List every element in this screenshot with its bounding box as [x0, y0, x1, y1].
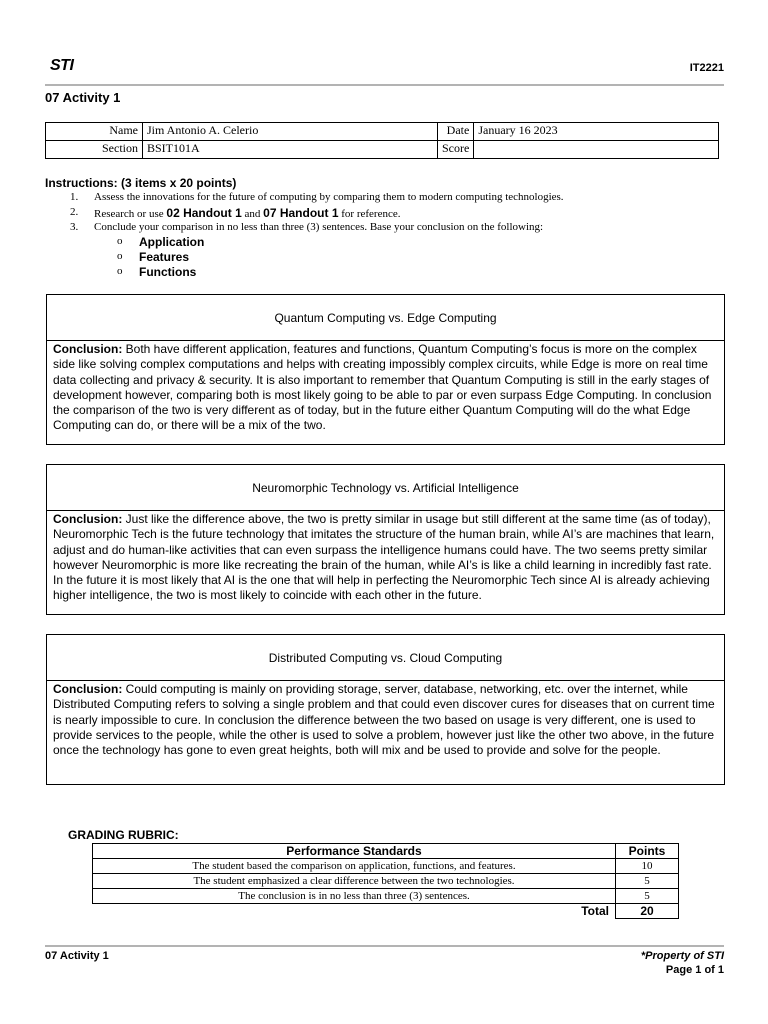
instruction-step [70, 221, 564, 236]
step-number: 2. [70, 206, 79, 218]
list-item: o Features [117, 250, 190, 264]
sti-logo [50, 58, 90, 74]
step-number: 3. [70, 221, 79, 233]
footer-page-number: Page 1 of 1 [665, 964, 724, 976]
comparison-box-neuromorphic-ai [46, 464, 725, 615]
total-value: 20 [616, 904, 679, 919]
comparison-box-distributed-cloud [46, 634, 725, 785]
step-text: Research or use 02 Handout 1 and 07 Handout 1 for reference. [94, 206, 401, 220]
col-standards: Performance Standards [93, 844, 616, 859]
table-total-row [93, 904, 679, 919]
points-cell: 5 [616, 889, 679, 904]
standard-cell: The conclusion is in no less than three (3) sentences. [93, 889, 616, 904]
student-info-table [45, 122, 719, 159]
handout-ref: 07 Handout 1 [263, 206, 339, 220]
rubric-heading: GRADING RUBRIC: [68, 828, 179, 842]
footer-title: 07 Activity 1 [45, 950, 109, 962]
list-item: o Functions [117, 265, 197, 279]
conclusion-text: Conclusion: Just like the difference above, the two is pretty similar in usage but still different at the same time (as of today), Neuromorphic Tech is the future technology that imitates the structure of the human brain, while AI’s are machines that learn, adjust and do human-like activities that can even surpass the intelligence humans could have. The two seems pretty similar however Neuromorphic is more like recreating the brain of the human, while AI’s is like a child learning in incredibly fast rate. In the future it is most likely that AI is the one that will help in perfecting the Neuromorphic Tech since AI is already achieving higher intelligence, the two is most likely to coincide with each other in the future. [53, 512, 715, 603]
instruction-step [70, 191, 564, 206]
grading-rubric-table [92, 843, 679, 919]
name-label: Name [46, 123, 143, 141]
table-row [93, 874, 679, 889]
comparison-box-quantum-edge [46, 294, 725, 445]
comparison-heading: Quantum Computing vs. Edge Computing [47, 295, 724, 341]
col-points: Points [616, 844, 679, 859]
footer-property: *Property of STI [640, 950, 724, 962]
instruction-steps [70, 191, 564, 236]
page-title: 07 Activity 1 [45, 90, 121, 105]
section-label: Section [46, 141, 143, 159]
handout-ref: 02 Handout 1 [166, 206, 242, 220]
step-text: Conclude your comparison in no less than three (3) sentences. Base your conclusion on the following: [94, 221, 544, 233]
footer-rule [45, 945, 724, 947]
points-cell: 10 [616, 859, 679, 874]
standard-cell: The student emphasized a clear difference between the two technologies. [93, 874, 616, 889]
conclusion-bases-list [117, 235, 204, 280]
course-code: IT2221 [689, 62, 724, 74]
score-value [474, 141, 719, 159]
conclusion-text: Conclusion: Could computing is mainly on providing storage, server, database, networking, etc. over the internet, while Distributed Computing refers to solving a single problem and that could even discover cures for diseases that on current time is nearly impossible to cure. In conclusion the difference between the two based on usage is very different, one is used to provide services to the people, while the other is used to solve a problem, however just like the other two above, in the future once the technology has gone to even great heights, both will mix and be used to provide and solve for the people. [53, 682, 715, 758]
list-item: o Application [117, 235, 205, 249]
name-value: Jim Antonio A. Celerio [143, 123, 438, 141]
step-number: 1. [70, 191, 79, 203]
table-row [93, 889, 679, 904]
table-row [93, 859, 679, 874]
comparison-heading: Neuromorphic Technology vs. Artificial Intelligence [47, 465, 724, 511]
header-rule [45, 84, 724, 86]
comparison-heading: Distributed Computing vs. Cloud Computing [47, 635, 724, 681]
logo-text: STI [50, 57, 74, 74]
conclusion-text: Conclusion: Both have different application, features and functions, Quantum Computing’s focus is more on the complex side like solving complex computations and helps with creating impossibly complex circuits, while Edge is more on real time data collecting and privacy & security. It is also important to remember that Quantum Computing is still in the early stages of development however, comparing both is most likely going to be able to par or even surpass Edge Computing. In conclusion the comparison of the two is very different as of today, but in the future either Quantum Computing will do the what Edge Computing can do, or there will be a mix of the two. [53, 342, 712, 433]
date-label: Date [438, 123, 474, 141]
section-value: BSIT101A [143, 141, 438, 159]
step-text: Assess the innovations for the future of computing by comparing them to modern computing technologies. [94, 191, 564, 203]
instruction-step [70, 206, 564, 221]
total-label: Total [93, 904, 616, 919]
date-value: January 16 2023 [474, 123, 719, 141]
table-header-row [93, 844, 679, 859]
points-cell: 5 [616, 874, 679, 889]
standard-cell: The student based the comparison on application, functions, and features. [93, 859, 616, 874]
score-label: Score [438, 141, 474, 159]
instructions-heading: Instructions: (3 items x 20 points) [45, 176, 237, 190]
